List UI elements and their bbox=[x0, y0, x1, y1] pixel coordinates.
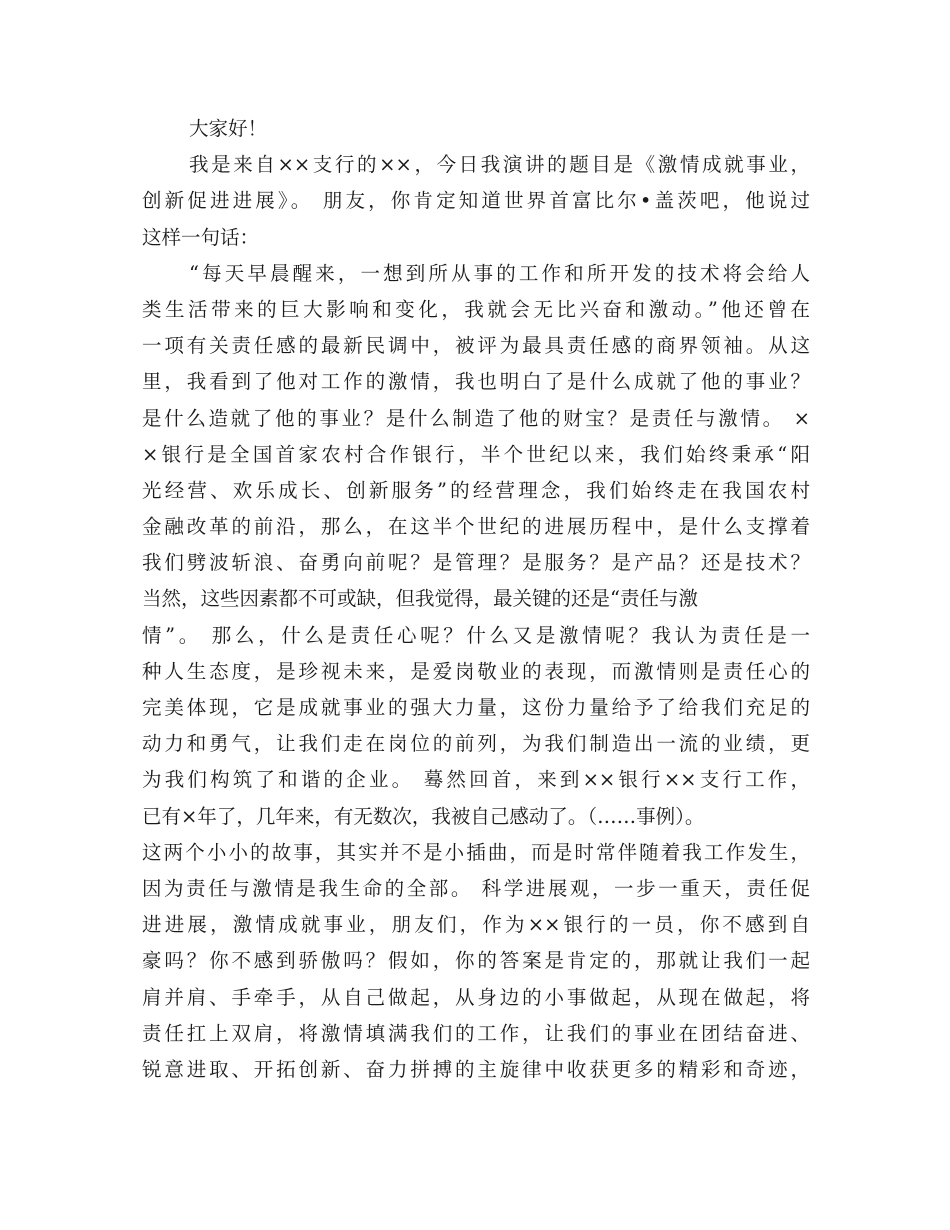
text-line: 情”。 那么，什么是责任心呢？什么又是激情呢？我认为责任是一 bbox=[142, 623, 810, 647]
text-line: 因为责任与激情是我生命的全部。 科学进展观，一步一重天，责任促 bbox=[142, 876, 810, 900]
text-line: 我们劈波斩浪、奋勇向前呢？是管理？是服务？是产品？还是技术？ bbox=[142, 551, 810, 575]
text-line: 进进展，激情成就事业，朋友们，作为××银行的一员，你不感到自 bbox=[142, 913, 810, 937]
text-line: 为我们构筑了和谐的企业。 蓦然回首，来到××银行××支行工作， bbox=[142, 768, 810, 792]
text-line: 种人生态度，是珍视未来，是爱岗敬业的表现，而激情则是责任心的 bbox=[142, 659, 810, 683]
text-line: 光经营、欢乐成长、创新服务”的经营理念，我们始终走在我国农村 bbox=[142, 478, 810, 502]
text-line: 已有×年了，几年来，有无数次，我被自己感动了。（……事例）。 bbox=[142, 804, 705, 828]
text-line: ×银行是全国首家农村合作银行，半个世纪以来，我们始终秉承“阳 bbox=[142, 442, 810, 466]
text-line: 责任扛上双肩，将激情填满我们的工作，让我们的事业在团结奋进、 bbox=[142, 1021, 810, 1045]
text-line: 当然，这些因素都不可或缺，但我觉得，最关键的还是“责任与激 bbox=[142, 587, 698, 611]
text-line: 创新促进进展》。 朋友，你肯定知道世界首富比尔•盖茨吧，他说过 bbox=[142, 189, 810, 213]
text-line: “每天早晨醒来，一想到所从事的工作和所开发的技术将会给人 bbox=[189, 261, 810, 285]
speech-text bbox=[142, 111, 810, 1088]
text-line: 完美体现，它是成就事业的强大力量，这份力量给予了给我们充足的 bbox=[142, 696, 810, 719]
text-line: 这两个小小的故事，其实并不是小插曲，而是时常伴随着我工作发生， bbox=[142, 840, 810, 864]
text-line: 金融改革的前沿，那么，在这半个世纪的进展历程中，是什么支撑着 bbox=[142, 515, 810, 539]
text-line: 肩并肩、手牵手，从自己做起，从身边的小事做起，从现在做起，将 bbox=[142, 985, 810, 1009]
text-line: 我是来自××支行的××，今日我演讲的题目是《激情成就事业， bbox=[189, 153, 810, 177]
text-line: 是什么造就了他的事业？是什么制造了他的财宝？是责任与激情。 × bbox=[142, 406, 810, 430]
text-line: 一项有关责任感的最新民调中，被评为最具责任感的商界领袖。从这 bbox=[142, 334, 810, 358]
text-line: 动力和勇气，让我们走在岗位的前列，为我们制造出一流的业绩，更 bbox=[142, 732, 810, 756]
text-line: 豪吗？你不感到骄傲吗？假如，你的答案是肯定的，那就让我们一起 bbox=[142, 949, 810, 973]
text-line: 类生活带来的巨大影响和变化，我就会无比兴奋和激动。”他还曾在 bbox=[142, 297, 810, 321]
text-line: 这样一句话： bbox=[142, 225, 260, 249]
text-line-greeting: 大家好！ bbox=[189, 117, 268, 140]
text-line: 锐意进取、开拓创新、奋力拼搏的主旋律中收获更多的精彩和奇迹， bbox=[142, 1057, 810, 1081]
text-line: 里，我看到了他对工作的激情，我也明白了是什么成就了他的事业？ bbox=[142, 370, 810, 394]
